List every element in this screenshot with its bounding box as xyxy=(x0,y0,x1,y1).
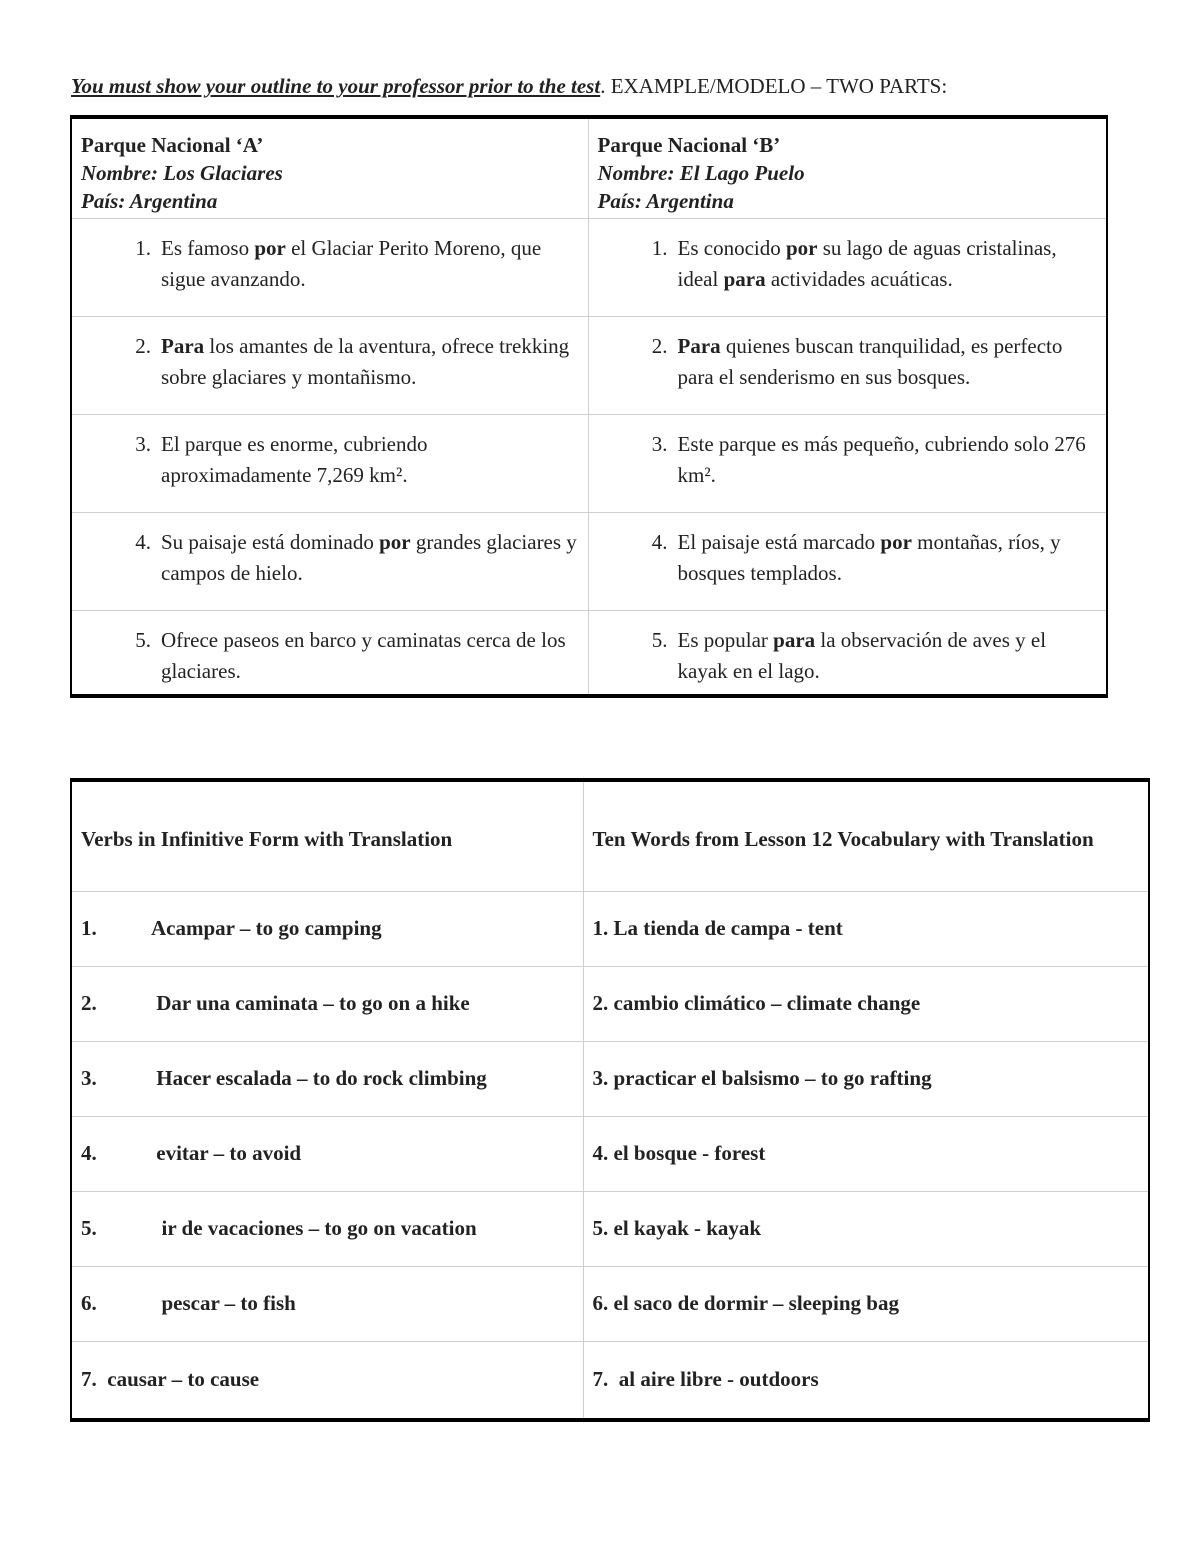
vocab-row xyxy=(71,966,1149,1041)
item-text: El parque es enorme, cubriendo aproximadamente 7,269 km². xyxy=(161,431,428,487)
item-number: 3. xyxy=(651,431,668,456)
verb-cell: 1. Acampar – to go camping xyxy=(71,891,583,966)
item-text: Para los amantes de la aventura, ofrece trekking sobre glaciares y montañismo. xyxy=(161,333,570,389)
parks-row xyxy=(71,610,1107,696)
word-cell: 7. al aire libre - outdoors xyxy=(583,1341,1149,1420)
word-cell: 4. el bosque - forest xyxy=(583,1116,1149,1191)
park-a-item xyxy=(71,414,588,512)
item-text: Es popular para la observación de aves y el kayak en el lago. xyxy=(677,627,1047,683)
verb-cell: 6. pescar – to fish xyxy=(71,1266,583,1341)
item-number: 2. xyxy=(135,333,151,358)
item-number: 1. xyxy=(651,235,668,260)
park-a-item xyxy=(71,316,588,414)
verb-cell: 2. Dar una caminata – to go on a hike xyxy=(71,966,583,1041)
parks-header-row xyxy=(71,117,1107,218)
vocab-header-row xyxy=(71,780,1149,891)
parks-row xyxy=(71,218,1107,316)
item-number: 3. xyxy=(135,431,151,456)
park-b-item xyxy=(588,512,1107,610)
park-a-header xyxy=(71,117,588,218)
word-cell: 2. cambio climático – climate change xyxy=(583,966,1149,1041)
parks-row xyxy=(71,316,1107,414)
words-column-header: Ten Words from Lesson 12 Vocabulary with Translation xyxy=(583,780,1149,891)
park-a-name: Nombre: Los Glaciares xyxy=(81,161,283,185)
vocab-row xyxy=(71,1041,1149,1116)
park-a-item xyxy=(71,610,588,696)
verb-cell: 3. Hacer escalada – to do rock climbing xyxy=(71,1041,583,1116)
vocab-row xyxy=(71,1116,1149,1191)
verbs-column-header: Verbs in Infinitive Form with Translation xyxy=(71,780,583,891)
item-text: Para quienes buscan tranquilidad, es perfecto para el senderismo en sus bosques. xyxy=(677,333,1063,389)
item-number: 4. xyxy=(651,529,668,554)
item-number: 4. xyxy=(135,529,151,554)
park-b-item xyxy=(588,218,1107,316)
item-text: Es conocido por su lago de aguas cristalinas, ideal para actividades acuáticas. xyxy=(677,235,1057,291)
park-b-title: Parque Nacional ‘B’ xyxy=(597,133,781,157)
parks-row xyxy=(71,414,1107,512)
word-cell: 6. el saco de dormir – sleeping bag xyxy=(583,1266,1149,1341)
verb-cell: 4. evitar – to avoid xyxy=(71,1116,583,1191)
word-cell: 1. La tienda de campa - tent xyxy=(583,891,1149,966)
item-number: 1. xyxy=(135,235,151,260)
park-b-name: Nombre: El Lago Puelo xyxy=(597,161,805,185)
parks-comparison-table xyxy=(70,115,1108,698)
item-number: 5. xyxy=(135,627,151,652)
park-a-country: País: Argentina xyxy=(81,189,218,213)
instructions-emphasis: You must show your outline to your professor prior to the test xyxy=(71,74,601,98)
vocab-row xyxy=(71,1266,1149,1341)
parks-row xyxy=(71,512,1107,610)
park-b-item xyxy=(588,610,1107,696)
item-text: Es famoso por el Glaciar Perito Moreno, que sigue avanzando. xyxy=(161,235,542,291)
park-a-item xyxy=(71,512,588,610)
park-b-item xyxy=(588,414,1107,512)
vocab-row xyxy=(71,1341,1149,1420)
vocabulary-table xyxy=(70,778,1150,1422)
word-cell: 5. el kayak - kayak xyxy=(583,1191,1149,1266)
park-a-title: Parque Nacional ‘A’ xyxy=(81,133,264,157)
verb-cell: 5. ir de vacaciones – to go on vacation xyxy=(71,1191,583,1266)
item-text: Su paisaje está dominado por grandes glaciares y campos de hielo. xyxy=(161,529,577,585)
verb-cell: 7. causar – to cause xyxy=(71,1341,583,1420)
park-b-country: País: Argentina xyxy=(597,189,734,213)
item-text: Este parque es más pequeño, cubriendo solo 276 km². xyxy=(677,431,1086,487)
instructions-rest: . EXAMPLE/MODELO – TWO PARTS: xyxy=(600,74,948,98)
item-text: Ofrece paseos en barco y caminatas cerca de los glaciares. xyxy=(161,627,566,683)
item-number: 2. xyxy=(651,333,668,358)
item-number: 5. xyxy=(651,627,668,652)
park-b-header xyxy=(588,117,1107,218)
word-cell: 3. practicar el balsismo – to go rafting xyxy=(583,1041,1149,1116)
park-a-item xyxy=(71,218,588,316)
vocab-row xyxy=(71,1191,1149,1266)
vocab-row xyxy=(71,891,1149,966)
instructions-line xyxy=(71,72,1181,100)
park-b-item xyxy=(588,316,1107,414)
item-text: El paisaje está marcado por montañas, ríos, y bosques templados. xyxy=(677,529,1061,585)
